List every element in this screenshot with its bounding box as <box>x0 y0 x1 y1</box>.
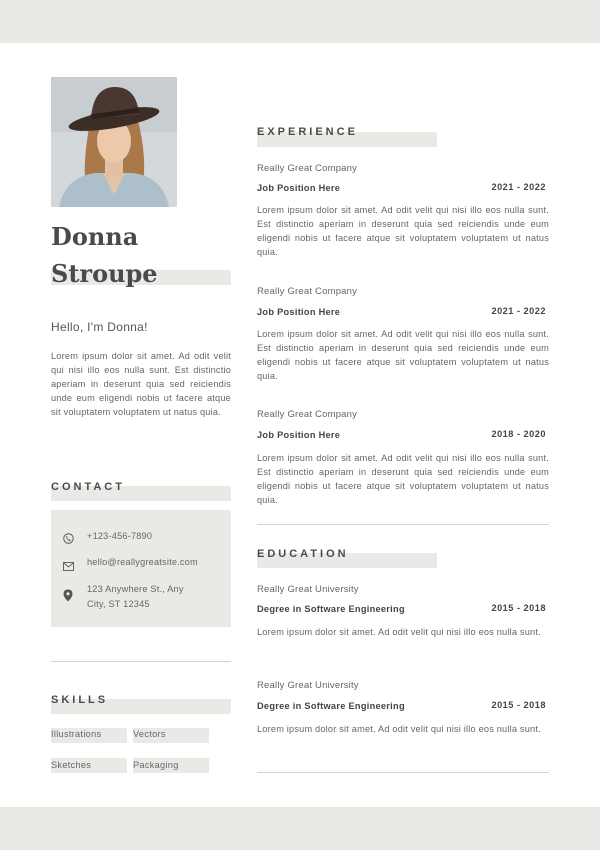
experience-position: Job Position Here <box>257 307 341 317</box>
top-band <box>0 0 600 43</box>
address-line-1: 123 Anywhere St., Any <box>87 584 184 594</box>
experience-company: Really Great Company <box>257 409 358 420</box>
experience-description: Lorem ipsum dolor sit amet. Ad odit velit qui nisi illo eos nulla sunt. Est distinctio aperiam in deserunt quia sed reiciendis unde eum eligendi nobis ut facere atque sit voluptatem voluptatem ut natus quia. <box>257 329 549 381</box>
address-line-2: City, ST 12345 <box>87 599 150 609</box>
profile-photo <box>51 77 177 207</box>
mail-icon <box>63 558 73 568</box>
skill-item: Vectors <box>133 729 166 739</box>
education-description: Lorem ipsum dolor sit amet. Ad odit velit qui nisi illo eos nulla sunt. <box>257 724 541 734</box>
experience-company: Really Great Company <box>257 163 358 174</box>
experience-position: Job Position Here <box>257 430 341 440</box>
profile-photo-illustration <box>51 77 177 207</box>
contact-box <box>51 510 231 627</box>
bio-text: Lorem ipsum dolor sit amet. Ad odit velit qui nisi illo eos nulla sunt. Est distinctio aperiam in deserunt quia sed reiciendis unde eum eligendi nobis ut facere atque sit voluptatem voluptatem ut natus quia. <box>51 351 231 417</box>
experience-years: 2021 - 2022 <box>491 306 546 316</box>
location-pin-icon <box>63 589 73 599</box>
education-divider <box>257 772 549 773</box>
experience-years: 2018 - 2020 <box>491 429 546 439</box>
experience-years: 2021 - 2022 <box>491 182 546 192</box>
skill-item: Sketches <box>51 760 92 770</box>
experience-position: Job Position Here <box>257 183 341 193</box>
last-name: Stroupe <box>51 259 158 288</box>
education-school: Really Great University <box>257 584 359 595</box>
first-name: Donna <box>51 222 139 251</box>
greeting: Hello, I'm Donna! <box>51 320 148 334</box>
email-address: hello@reallygreatsite.com <box>87 557 198 567</box>
education-description: Lorem ipsum dolor sit amet. Ad odit velit qui nisi illo eos nulla sunt. <box>257 627 541 637</box>
experience-title: EXPERIENCE <box>257 126 358 138</box>
phone-icon <box>63 531 73 541</box>
education-degree: Degree in Software Engineering <box>257 604 405 614</box>
experience-company: Really Great Company <box>257 286 358 297</box>
bottom-band <box>0 807 600 850</box>
education-degree: Degree in Software Engineering <box>257 701 405 711</box>
skill-item: Illustrations <box>51 729 102 739</box>
skill-item: Packaging <box>133 760 179 770</box>
education-years: 2015 - 2018 <box>491 603 546 613</box>
skills-title: SKILLS <box>51 694 109 706</box>
education-years: 2015 - 2018 <box>491 700 546 710</box>
experience-divider <box>257 524 549 525</box>
experience-description: Lorem ipsum dolor sit amet. Ad odit velit qui nisi illo eos nulla sunt. Est distinctio aperiam in deserunt quia sed reiciendis unde eum eligendi nobis ut facere atque sit voluptatem voluptatem ut natus quia. <box>257 453 549 505</box>
contact-title: CONTACT <box>51 481 125 493</box>
phone-number: +123-456-7890 <box>87 531 153 541</box>
education-school: Really Great University <box>257 680 359 691</box>
experience-description: Lorem ipsum dolor sit amet. Ad odit velit qui nisi illo eos nulla sunt. Est distinctio aperiam in deserunt quia sed reiciendis unde eum eligendi nobis ut facere atque sit voluptatem voluptatem ut natus quia. <box>257 205 549 257</box>
education-title: EDUCATION <box>257 548 349 560</box>
left-divider <box>51 661 231 662</box>
